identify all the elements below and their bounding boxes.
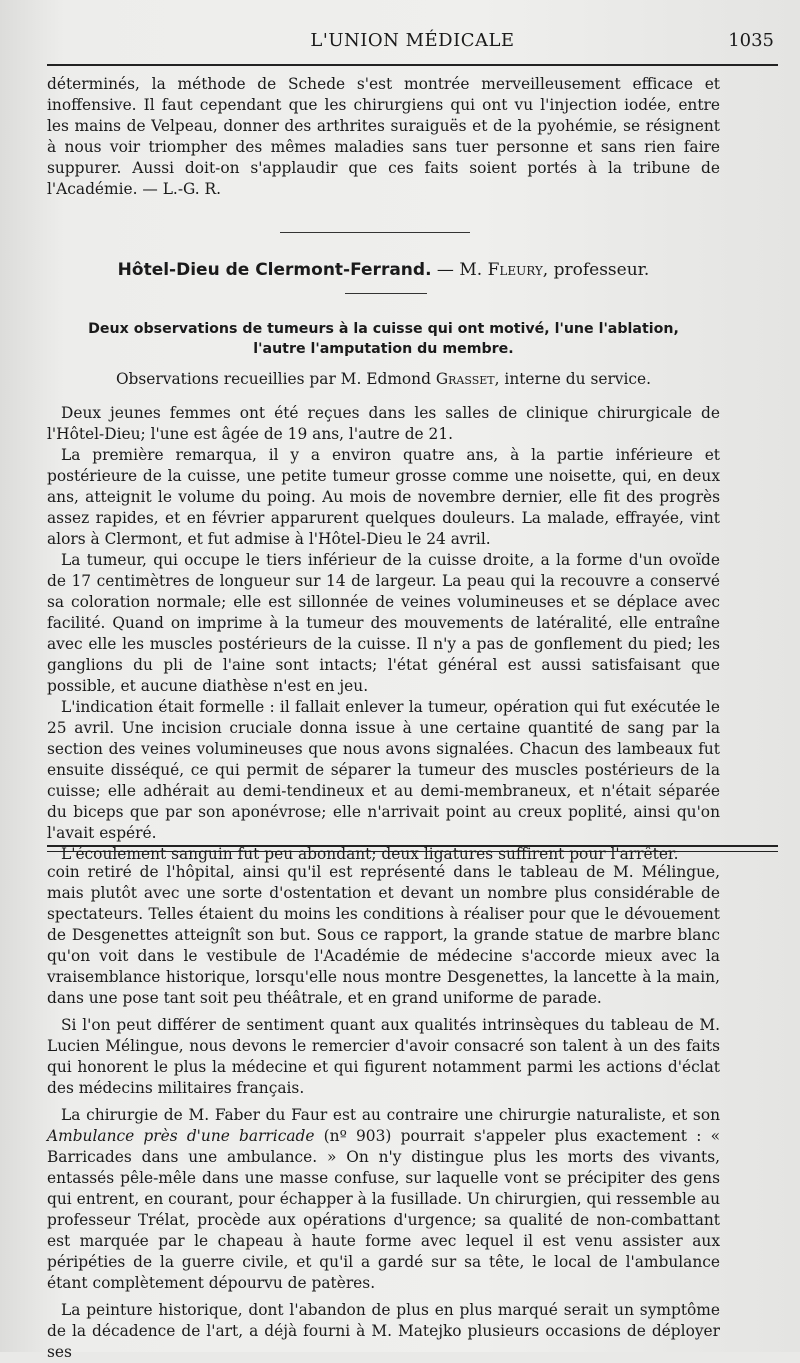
- article-title: [47, 319, 720, 359]
- feuilleton-section: [47, 862, 720, 1363]
- byline-prefix: Observations recueillies par M. Edmond: [115, 370, 436, 388]
- running-title: L'UNION MÉDICALE: [310, 30, 515, 51]
- byline-suffix: , interne du service.: [494, 370, 652, 388]
- byline-name: Grasset: [435, 370, 495, 388]
- body-paragraph: L'écoulement sanguin fut peu abondant; deux ligatures suffirent pour l'arrêter.: [61, 845, 679, 863]
- p3-end: (nº 903) pourrait s'appeler plus exactement : « Barricades dans une ambulance. » On n'y distingue plus les morts des vivants, entassés pêle-mêle dans une masse confuse, sur laquelle vont se précipiter des gens qui entrent, en courant, pour échapper à la fusillade. Un chirurgien, qui ressemble au professeur Trélat, procède aux opérations d'urgence; sa qualité de non-combattant est marquée par le chapeau à haute forme avec lequel il est venu assister aux péripéties de la guerre civile, et qu'il a gardé sur sa tête, le local de l'ambulance étant complètement dépourvu de patères.: [47, 1127, 720, 1292]
- section-heading: [47, 260, 720, 280]
- continued-paragraph: déterminés, la méthode de Schede s'est montrée merveilleusement efficace et inoffensive. Il faut cependant que les chirurgiens qui ont vu l'injection iodée, entre les mains de Velpeau, donner des arthrites suraiguës et de la pyohémie, se résignent à nous voir triompher des mêmes maladies sans tuer personne et sans rien faire suppurer. Aussi doit-on s'applaudir que ces faits soient portés à la tribune de l'Académie. — L.-G. R.: [47, 75, 720, 198]
- separator-rule: [280, 232, 470, 233]
- feuilleton-rule-bottom: [47, 851, 778, 852]
- heading-dash: — M.: [431, 260, 488, 280]
- article-title-line2: l'autre l'amputation du membre.: [253, 341, 514, 357]
- feuilleton-paragraph: [47, 1105, 720, 1294]
- header-rule: [47, 64, 778, 66]
- feuilleton-paragraph: La peinture historique, dont l'abandon de plus en plus marqué serait un symptôme de la décadence de l'art, a déjà fourni à M. Matejko plusieurs occasions de déployer ses: [47, 1301, 720, 1361]
- feuilleton-paragraph: Si l'on peut différer de sentiment quant aux qualités intrinsèques du tableau de M. Lucien Mélingue, nous devons le remercier d'avoir consacré son talent à un des faits qui honorent le plus la médecine et qui figurent notamment parmi les actions d'éclat des médecins militaires français.: [47, 1016, 720, 1097]
- feuilleton-paragraph: coin retiré de l'hôpital, ainsi qu'il est représenté dans le tableau de M. Mélingue, mais plutôt avec une sorte d'ostentation et devant un nombre plus considérable de spectateurs. Telles étaient du moins les conditions à réaliser pour que le dévouement de Desgenettes atteignît son but. Sous ce rapport, la grande statue de marbre blanc qu'on voit dans le vestibule de l'Académie de médecine s'accorde mieux avec la vraisemblance historique, lorsqu'elle nous montre Desgenettes, la lancette à la main, dans une pose tant soit peu théâtrale, et en grand uniforme de parade.: [47, 863, 720, 1007]
- article-body: [47, 403, 720, 865]
- body-paragraph: La tumeur, qui occupe le tiers inférieur de la cuisse droite, a la forme d'un ovoïde de 17 centimètres de longueur sur 14 de largeur. La peau qui la recouvre a conservé sa coloration normale; elle est sillonnée de veines volumineuses et se déplace avec facilité. Quand on imprime à la tumeur des mouvements de latéralité, elle entraîne avec elle les muscles postérieurs de la cuisse. Il n'y a pas de gonflement du pied; les ganglions du pli de l'aine sont intacts; l'état général est aussi satisfaisant que possible, et aucune diathèse n'est en jeu.: [47, 551, 720, 695]
- page-header: [47, 30, 778, 60]
- professor-name: Fleury: [487, 260, 543, 280]
- article-title-line1: Deux observations de tumeurs à la cuisse qui ont motivé, l'une l'ablation,: [88, 321, 679, 337]
- p3-start: La chirurgie de M. Faber du Faur est au contraire une chirurgie naturaliste, et son: [61, 1106, 720, 1124]
- painting-title: Ambulance près d'une barricade: [47, 1127, 315, 1145]
- continued-article: [47, 74, 720, 200]
- body-paragraph: La première remarqua, il y a environ quatre ans, à la partie inférieure et postérieure de la cuisse, une petite tumeur grosse comme une noisette, qui, en deux ans, atteignit le volume du poing. Au mois de novembre dernier, elle fit des progrès assez rapides, et en février apparurent quelques douleurs. La malade, effrayée, vint alors à Clermont, et fut admise à l'Hôtel-Dieu le 24 avril.: [47, 446, 720, 548]
- byline: [47, 370, 720, 388]
- heading-rule: [345, 293, 427, 294]
- body-paragraph: L'indication était formelle : il fallait enlever la tumeur, opération qui fut exécutée le 25 avril. Une incision cruciale donna issue à une certaine quantité de sang par la section des veines volumineuses que nous avons signalées. Chacun des lambeaux fut ensuite disséqué, ce qui permit de séparer la tumeur des muscles postérieurs de la cuisse; elle adhérait au demi-tendineux et au demi-membraneux, et n'était séparée du biceps que par son aponévrose; elle n'arrivait point au creux poplité, ainsi qu'on l'avait espéré.: [47, 698, 720, 842]
- professor-role: , professeur.: [542, 260, 650, 280]
- page-number: 1035: [728, 30, 774, 51]
- feuilleton-rule-top: [47, 845, 778, 847]
- body-paragraph: Deux jeunes femmes ont été reçues dans les salles de clinique chirurgicale de l'Hôtel-Dieu; l'une est âgée de 19 ans, l'autre de 21.: [47, 404, 720, 443]
- hospital-name: Hôtel-Dieu de Clermont-Ferrand.: [117, 260, 432, 280]
